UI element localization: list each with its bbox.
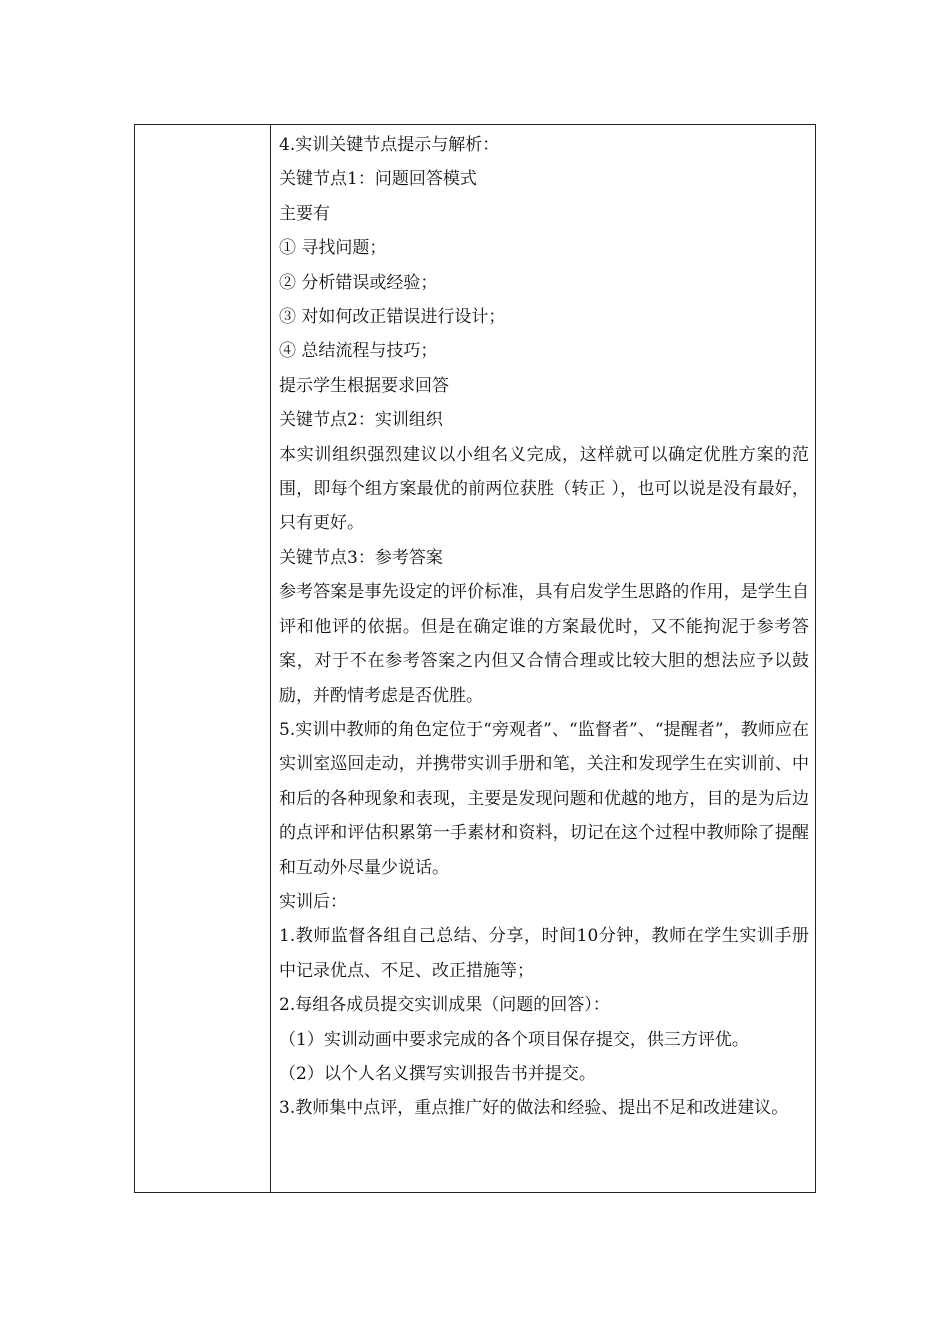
line-after-step-2-sub-1: （1）实训动画中要求完成的各个项目保存提交，供三方评优。 — [279, 1029, 749, 1050]
paragraph-teacher-role: 5.实训中教师的角色定位于“旁观者”、“监督者”、“提醒者”，教师应在实训室巡回走动，并携带实训手册和笔，关注和发现学生在实训前、中和后的各种现象和表现，主要是发现问题和优越的地方，目的是为后边的点评和评估积累第一手素材和资料，切记在这个过程中教师除了提醒和互动外尽量少说话。 — [279, 719, 809, 878]
paragraph-reference-answer: 参考答案是事先设定的评价标准，具有启发学生思路的作用，是学生自评和他评的依据。但是在确定谁的方案最优时，又不能拘泥于参考答案，对于不在参考答案之内但又合情合理或比较大胆的想法应予以鼓励，并酌情考虑是否优胜。 — [279, 582, 809, 706]
line-key-node-3: 关键节点3：参考答案 — [279, 547, 443, 568]
line-item-4: ④ 总结流程与技巧； — [279, 341, 438, 362]
line-item-2: ② 分析错误或经验； — [279, 272, 438, 293]
line-prompt-answer: 提示学生根据要求回答 — [279, 375, 449, 396]
line-key-node-1: 关键节点1：问题回答模式 — [279, 169, 477, 190]
line-main-items: 主要有 — [279, 203, 330, 224]
line-key-node-2: 关键节点2：实训组织 — [279, 410, 443, 431]
line-after-training: 实训后： — [279, 891, 347, 912]
line-key-points-heading: 4.实训关键节点提示与解析： — [279, 135, 500, 155]
line-item-3: ③ 对如何改正错误进行设计； — [279, 307, 506, 328]
line-item-1: ① 寻找问题； — [279, 238, 387, 259]
right-column-cell — [271, 125, 815, 1192]
paragraph-after-step-3: 3.教师集中点评，重点推广好的做法和经验、提出不足和改进建议。 — [279, 1098, 789, 1119]
left-column-cell — [135, 125, 271, 1192]
line-after-step-2: 2.每组各成员提交实训成果（问题的回答）： — [279, 995, 610, 1016]
content-table — [134, 124, 816, 1193]
line-after-step-2-sub-2: （2）以个人名义撰写实训报告书并提交。 — [279, 1063, 596, 1084]
paragraph-after-step-1: 1.教师监督各组自己总结、分享，时间10分钟，教师在学生实训手册中记录优点、不足、改正措施等； — [279, 926, 809, 981]
paragraph-training-organization: 本实训组织强烈建议以小组名义完成，这样就可以确定优胜方案的范围，即每个组方案最优的前两位获胜（转正 ），也可以说是没有最好，只有更好。 — [279, 444, 809, 534]
